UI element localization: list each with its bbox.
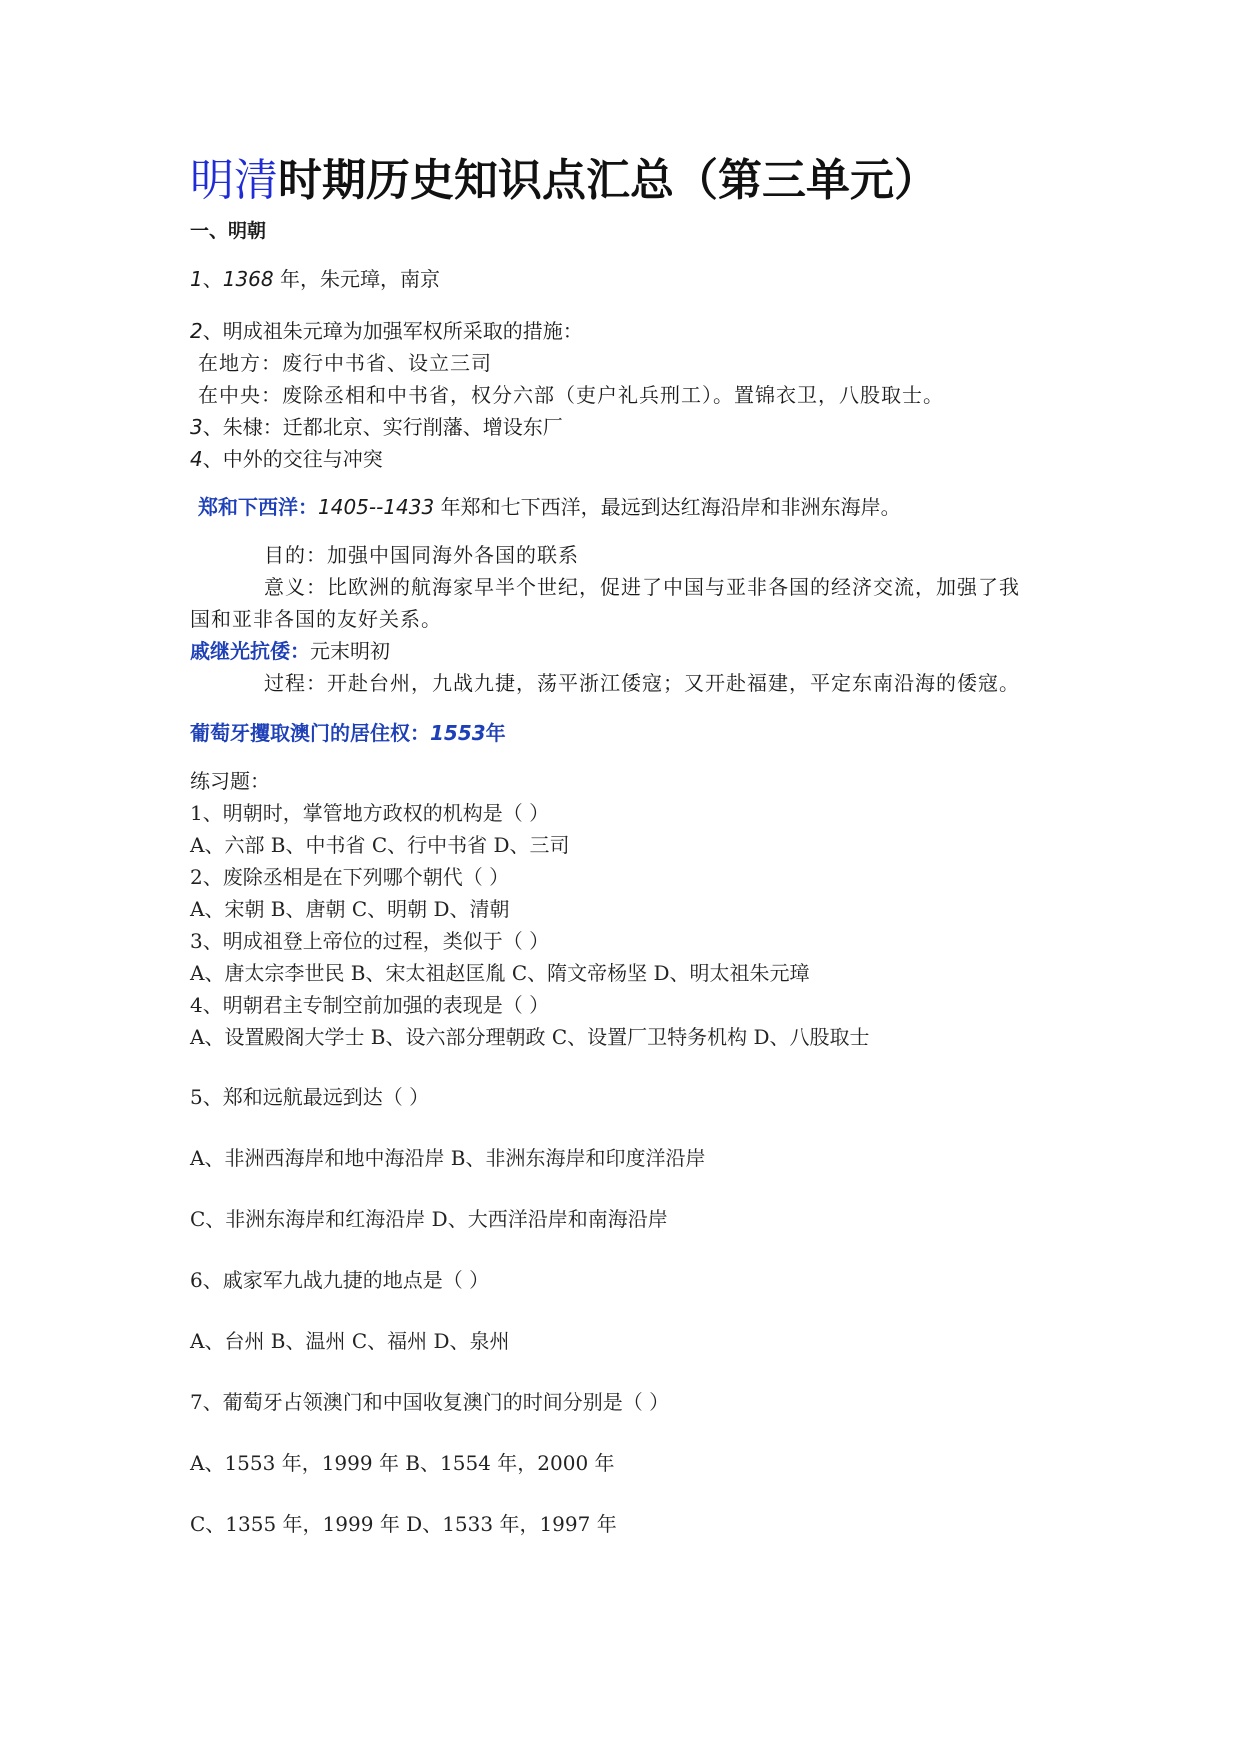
- question-line: 7、葡萄牙占领澳门和中国收复澳门的时间分别是（ ）: [190, 1390, 670, 1414]
- question-line: A、非洲西海岸和地中海沿岸 B、非洲东海岸和印度洋沿岸: [190, 1146, 706, 1170]
- page-title: [190, 153, 938, 209]
- point-4: [190, 446, 383, 472]
- question-line: C、非洲东海岸和红海沿岸 D、大西洋沿岸和南海沿岸: [190, 1207, 668, 1231]
- point-3: [190, 414, 563, 440]
- point-1-num: 1: [190, 267, 203, 291]
- point-3-num: 3: [190, 415, 203, 439]
- question-line: A、六部 B、中书省 C、行中书省 D、三司: [190, 833, 570, 857]
- zhenghe-line: [198, 494, 901, 520]
- question-line: A、宋朝 B、唐朝 C、明朝 D、清朝: [190, 897, 510, 921]
- qi-process: 过程：开赴台州，九战九捷，荡平浙江倭寇；又开赴福建，平定东南沿海的倭寇。: [264, 671, 1020, 695]
- question-line: 4、明朝君主专制空前加强的表现是（ ）: [190, 993, 550, 1017]
- point-2: [190, 318, 583, 344]
- point-4-num: 4: [190, 447, 203, 471]
- zhenghe-label: 郑和下西洋：: [198, 495, 318, 519]
- question-line: 2、废除丞相是在下列哪个朝代（ ）: [190, 865, 510, 889]
- question-line: 1、明朝时，掌管地方政权的机构是（ ）: [190, 801, 550, 825]
- point-1-text: 年，朱元璋，南京: [280, 267, 440, 291]
- point-1: [190, 266, 440, 292]
- qi-text: 元末明初: [310, 639, 390, 663]
- title-accent: 明清: [190, 155, 278, 206]
- question-line: 6、戚家军九战九捷的地点是（ ）: [190, 1268, 490, 1292]
- point-2-text: 、明成祖朱元璋为加强军权所采取的措施：: [202, 319, 583, 343]
- zhenghe-text: 年郑和七下西洋，最远到达红海沿岸和非洲东海岸。: [440, 495, 901, 519]
- question-line: 5、郑和远航最远到达（ ）: [190, 1085, 430, 1109]
- point-2-central: 在中央：废除丞相和中书省，权分六部（吏户礼兵刑工）。置锦衣卫，八股取士。: [198, 383, 944, 407]
- point-4-text: 、中外的交往与冲突: [202, 447, 383, 471]
- point-2-local: 在地方：废行中书省、设立三司: [198, 351, 492, 375]
- exercise-title: 练习题：: [190, 769, 270, 793]
- zhenghe-significance-2: 国和亚非各国的友好关系。: [190, 607, 442, 631]
- question-line: C、1355 年，1999 年 D、1533 年，1997 年: [190, 1512, 617, 1536]
- portugal-line: [190, 720, 506, 746]
- zhenghe-years: 1405--1433: [318, 495, 435, 519]
- question-line: A、1553 年，1999 年 B、1554 年，2000 年: [190, 1451, 615, 1475]
- qi-label: 戚继光抗倭：: [190, 639, 310, 663]
- section-heading: 一、明朝: [190, 220, 267, 242]
- point-3-text: 、朱棣：迁都北京、实行削藩、增设东厂: [202, 415, 563, 439]
- portugal-label: 葡萄牙攫取澳门的居住权：: [190, 721, 430, 745]
- title-rest: 时期历史知识点汇总（第三单元）: [278, 155, 938, 206]
- portugal-year: 1553: [430, 721, 486, 745]
- zhenghe-significance-1: 意义：比欧洲的航海家早半个世纪，促进了中国与亚非各国的经济交流，加强了我: [264, 575, 1020, 599]
- zhenghe-goal: 目的：加强中国同海外各国的联系: [264, 543, 579, 567]
- qi-line: [190, 638, 390, 664]
- portugal-unit: 年: [485, 721, 506, 745]
- point-1-year: 1368: [222, 267, 274, 291]
- question-line: 3、明成祖登上帝位的过程，类似于（ ）: [190, 929, 550, 953]
- question-line: A、台州 B、温州 C、福州 D、泉州: [190, 1329, 510, 1353]
- point-1-sep: 、: [202, 267, 223, 291]
- question-line: A、唐太宗李世民 B、宋太祖赵匡胤 C、隋文帝杨坚 D、明太祖朱元璋: [190, 961, 810, 985]
- question-line: A、设置殿阁大学士 B、设六部分理朝政 C、设置厂卫特务机构 D、八股取士: [190, 1025, 870, 1049]
- point-2-num: 2: [190, 319, 203, 343]
